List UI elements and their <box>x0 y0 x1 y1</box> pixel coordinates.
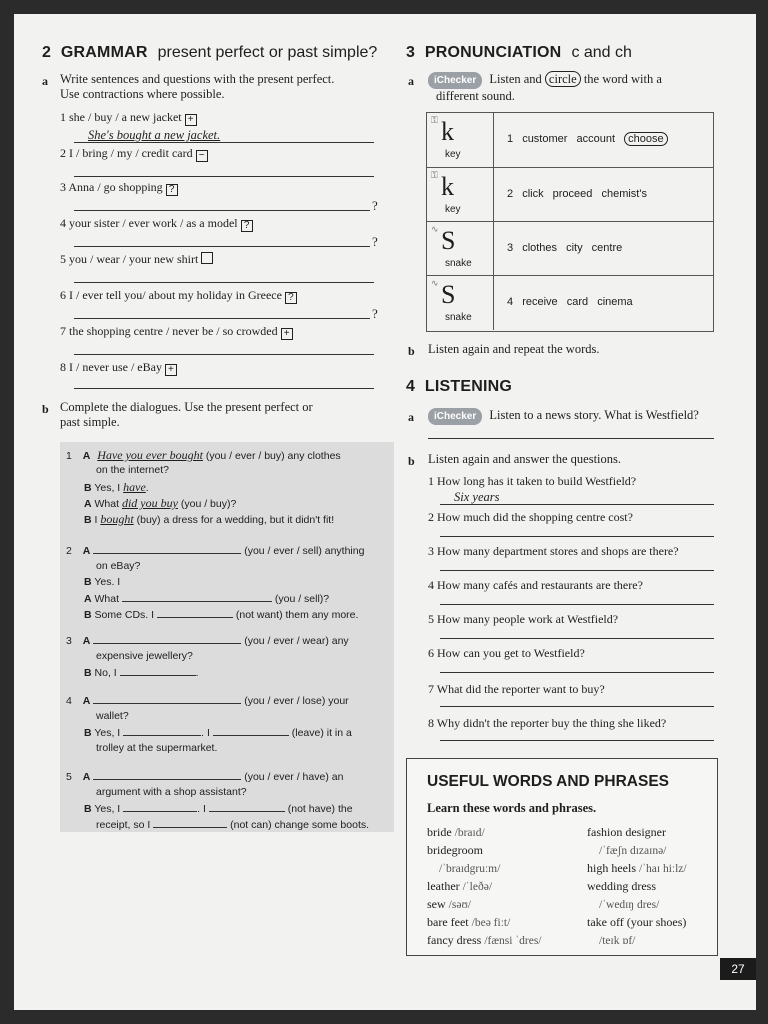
dialogue-line: A What (you / sell)? <box>84 593 330 605</box>
vocab-item: high heels /ˈhaɪ hiːlz/ <box>587 861 687 875</box>
dialogue-line: receipt, so I (not can) change some boots. <box>96 819 370 831</box>
section-title: LISTENING <box>424 378 513 395</box>
ichecker-badge[interactable]: iChecker <box>428 72 482 89</box>
plus-box-icon: + <box>185 114 197 126</box>
section-subtitle: c and ch <box>571 44 632 61</box>
answer-blank[interactable] <box>122 592 272 602</box>
key-icon: ⚿ <box>431 170 438 180</box>
exercise-letter: b <box>408 344 415 358</box>
sound-symbol: ∿ S snake <box>427 276 494 330</box>
vocab-item: bare feet /beə fiːt/ <box>427 915 511 929</box>
word-option[interactable]: card <box>566 296 589 308</box>
vocab-item: /teɪk ɒf/ <box>599 935 636 947</box>
exercise-item: 3 Anna / go shopping ? <box>60 180 178 196</box>
section-title: GRAMMAR <box>60 44 148 61</box>
answer-blank[interactable] <box>93 544 241 554</box>
answer-blank[interactable] <box>213 726 289 736</box>
dialogue-line: B I bought (buy) a dress for a wedding, but it didn't fit! <box>84 512 335 526</box>
vocab-item: /ˈwedɪŋ dres/ <box>599 899 660 911</box>
word-option-circled[interactable]: choose <box>624 132 667 146</box>
answer-blank[interactable] <box>93 634 241 644</box>
word-options: 3 clothes city centre <box>507 242 623 254</box>
section-number: 2 <box>42 44 51 61</box>
sound-symbol: ∿ S snake <box>427 222 494 276</box>
question-item: 6 How can you get to Westfield? <box>428 646 585 660</box>
dialogue-line: B Some CDs. I (not want) them any more. <box>84 609 359 621</box>
answer-line[interactable] <box>74 388 374 389</box>
exercise-item: 1 she / buy / a new jacket + <box>60 110 197 126</box>
dialogue-line: B Yes, I have. <box>84 480 149 494</box>
answer-blank[interactable] <box>123 726 201 736</box>
table-row <box>427 275 713 330</box>
dialogue-line: B Yes. I <box>84 576 121 588</box>
answer-blank[interactable] <box>93 694 241 704</box>
sound-symbol: ⚿ k key <box>427 168 494 222</box>
table-row <box>427 221 713 276</box>
exercise-item: 2 I / bring / my / credit card − <box>60 146 208 162</box>
answer-blank[interactable] <box>209 802 285 812</box>
section-number: 3 <box>406 44 415 61</box>
answer-blank[interactable] <box>120 666 196 676</box>
snake-icon: ∿ <box>431 278 439 288</box>
vocab-item: /ˈfæʃn dɪzaɪnə/ <box>599 845 667 857</box>
key-icon: ⚿ <box>431 115 438 125</box>
dialogue-box <box>60 442 394 832</box>
answer-line[interactable] <box>440 740 714 741</box>
vocab-item: /ˈbraɪdgruːm/ <box>439 863 501 875</box>
word-options: 2 click proceed chemist's <box>507 188 647 200</box>
exercise-item: 5 you / wear / your new shirt <box>60 252 213 267</box>
dialogue-line: B Yes, I . I (leave) it in a <box>84 727 352 739</box>
word-options: 4 receive card cinema <box>507 296 633 308</box>
section-number: 4 <box>406 378 415 395</box>
ichecker-badge[interactable]: iChecker <box>428 408 482 425</box>
box-subtitle: Learn these words and phrases. <box>427 801 597 815</box>
answer-blank[interactable] <box>153 818 227 828</box>
exercise-letter: b <box>408 454 415 468</box>
answer-blank[interactable] <box>93 770 241 780</box>
exercise-item: 8 I / never use / eBay + <box>60 360 177 376</box>
answer-line[interactable] <box>440 504 714 505</box>
dialogue-line: trolley at the supermarket. <box>96 742 218 754</box>
word-option[interactable]: centre <box>591 242 623 254</box>
answer-blank[interactable] <box>157 608 233 618</box>
answer-blank[interactable] <box>123 802 197 812</box>
snake-icon: ∿ <box>431 224 439 234</box>
grammar-heading <box>42 44 377 62</box>
question-item: 7 What did the reporter want to buy? <box>428 682 605 696</box>
dialogue-line: 5 A (you / ever / have) an <box>66 771 344 783</box>
minus-box-icon: − <box>196 150 208 162</box>
answer-line[interactable] <box>74 318 370 319</box>
answer-line[interactable] <box>74 354 374 355</box>
instruction-line: Use contractions where possible. <box>60 87 225 101</box>
workbook-page <box>14 14 756 1010</box>
vocab-item: bridegroom <box>427 843 483 857</box>
question-item: 2 How much did the shopping centre cost? <box>428 510 633 524</box>
vocab-item: leather /ˈleðə/ <box>427 879 493 893</box>
pronunciation-table <box>426 112 714 332</box>
section-subtitle: present perfect or past simple? <box>157 44 378 61</box>
question-item: 8 Why didn't the reporter buy the thing she liked? <box>428 716 667 730</box>
answer-text: did you buy <box>121 496 178 510</box>
exercise-instruction: Listen again and answer the questions. <box>428 452 622 466</box>
word-option[interactable]: proceed <box>552 188 593 200</box>
exercise-instruction <box>60 72 334 102</box>
box-title: USEFUL WORDS AND PHRASES <box>427 773 669 790</box>
question-item: 5 How many people work at Westfield? <box>428 612 619 626</box>
exercise-instruction: iChecker Listen to a news story. What is Westfield? <box>428 408 699 425</box>
question-item: 4 How many cafés and restaurants are there? <box>428 578 643 592</box>
dialogue-line: 4 A (you / ever / lose) your <box>66 695 349 707</box>
dialogue-line: wallet? <box>96 710 129 722</box>
exercise-letter: a <box>408 410 414 424</box>
vocab-item: take off (your shoes) <box>587 915 687 929</box>
table-row <box>427 167 713 222</box>
exercise-letter: b <box>42 402 49 416</box>
exercise-instruction: Complete the dialogues. Use the present perfect or past simple. <box>60 400 313 429</box>
answer-line[interactable] <box>74 246 370 247</box>
section-title: PRONUNCIATION <box>424 44 562 61</box>
vocab-item: sew /səʊ/ <box>427 897 471 911</box>
answer-line[interactable] <box>428 438 714 439</box>
word-option[interactable]: account <box>576 133 616 145</box>
pronunciation-heading <box>406 44 632 62</box>
instruction-line: Write sentences and questions with the present perfect. <box>60 72 335 86</box>
word-option[interactable]: customer <box>522 133 568 145</box>
answer-line[interactable] <box>440 604 714 605</box>
answer-line[interactable] <box>440 672 714 673</box>
exercise-letter: a <box>408 74 414 88</box>
vocab-item: bride /braɪd/ <box>427 825 485 839</box>
word-option[interactable]: cinema <box>597 296 633 308</box>
dialogue-line: B Yes, I . I (not have) the <box>84 803 353 815</box>
page-number: 27 <box>720 958 756 980</box>
dialogue-line: argument with a shop assistant? <box>96 786 247 798</box>
exercise-instruction: Listen again and repeat the words. <box>428 342 600 356</box>
answer-line[interactable] <box>440 706 714 707</box>
answer-line[interactable] <box>74 142 374 143</box>
question-box-icon: ? <box>285 292 297 304</box>
plus-box-icon: + <box>165 364 177 376</box>
answer-line[interactable] <box>440 536 714 537</box>
question-mark: ? <box>372 198 378 213</box>
vocab-item: wedding dress <box>587 879 656 893</box>
question-item: 1 How long has it taken to build Westfield? <box>428 474 637 488</box>
word-options: 1 customer account choose <box>507 133 668 145</box>
plus-box-icon: + <box>281 328 293 340</box>
word-option[interactable]: receive <box>522 296 558 308</box>
listening-heading <box>406 378 512 396</box>
exercise-item: 6 I / ever tell you/ about my holiday in Greece ? <box>60 288 297 304</box>
word-option[interactable]: chemist's <box>601 188 647 200</box>
question-box-icon: ? <box>241 220 253 232</box>
question-mark: ? <box>372 306 378 321</box>
empty-box-icon <box>201 252 213 264</box>
exercise-instruction: iChecker Listen and circle the word with a different sound. <box>428 72 718 104</box>
vocab-item: fancy dress /fænsi ˈdres/ <box>427 933 542 947</box>
answer-text: have <box>123 480 146 494</box>
word-option[interactable]: clothes <box>522 242 558 254</box>
word-option[interactable]: click <box>522 188 544 200</box>
useful-words-box <box>406 758 718 956</box>
word-option[interactable]: city <box>566 242 583 254</box>
answer-line[interactable] <box>440 570 714 571</box>
exercise-item: 4 your sister / ever work / as a model ? <box>60 216 253 232</box>
answer-text: Have you ever bought <box>97 448 203 462</box>
dialogue-line: 2 A (you / ever / sell) anything <box>66 545 365 557</box>
exercise-item: 7 the shopping centre / never be / so crowded + <box>60 324 293 340</box>
sound-symbol: ⚿ k key <box>427 113 494 167</box>
question-box-icon: ? <box>166 184 178 196</box>
table-row <box>427 113 713 167</box>
dialogue-line: B No, I . <box>84 667 199 679</box>
vocab-item: fashion designer <box>587 825 666 839</box>
answer-line[interactable] <box>440 638 714 639</box>
question-item: 3 How many department stores and shops are there? <box>428 544 679 558</box>
dialogue-line: on eBay? <box>96 560 141 572</box>
answer-text: bought <box>100 512 134 526</box>
dialogue-line: 1 A Have you ever bought (you / ever / buy) any clothes <box>66 448 341 462</box>
dialogue-line: 3 A (you / ever / wear) any <box>66 635 349 647</box>
answer-line[interactable] <box>74 176 374 177</box>
question-mark: ? <box>372 234 378 249</box>
exercise-letter: a <box>42 74 48 88</box>
dialogue-line: A What did you buy (you / buy)? <box>84 496 237 510</box>
answer-line[interactable] <box>74 282 374 283</box>
dialogue-line: on the internet? <box>96 464 169 476</box>
answer-line[interactable] <box>74 210 370 211</box>
dialogue-line: expensive jewellery? <box>96 650 193 662</box>
circle-word: circle <box>545 71 581 87</box>
answer-text: She's bought a new jacket. <box>88 128 221 142</box>
answer-text: Six years <box>454 490 500 504</box>
